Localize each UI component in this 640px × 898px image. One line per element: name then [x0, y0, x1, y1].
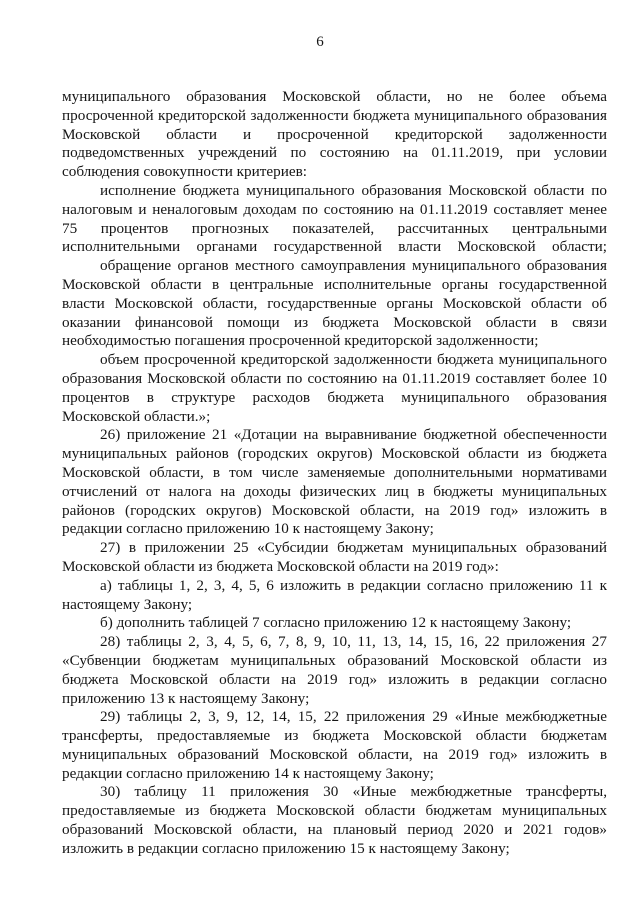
paragraph-criterion-appeal: обращение органов местного самоуправления муниципального образования Московской области в центральные исполнительные органы государственной власти Московской области, государственные органы Московской области об оказании финансовой помощи из бюджета Московской области в связи необходимостью погашения просроченной кредиторской задолженности; — [62, 257, 607, 350]
paragraph-item-27-b: б) дополнить таблицей 7 согласно приложению 12 к настоящему Закону; — [100, 614, 572, 632]
document-body — [62, 88, 607, 859]
paragraph-criterion-budget-execution: исполнение бюджета муниципального образования Московской области по налоговым и неналоговым доходам по состоянию на 01.11.2019 составляет менее 75 процентов прогнозных показателей, рассчитанных центральными исполнительными органами государственной власти Московской области; — [62, 181, 607, 256]
paragraph-criterion-debt-share: объем просроченной кредиторской задолженности бюджета муниципального образования Московской области по состоянию на 01.11.2019 составляет более 10 процентов в структуре расходов бюджета муниципального образования Московской области.»; — [62, 351, 607, 425]
page-number: 6 — [316, 34, 324, 50]
paragraph-item-29: 29) таблицы 2, 3, 9, 12, 14, 15, 22 приложения 29 «Иные межбюджетные трансферты, предоставляемые из бюджета Московской области бюджетам муниципальных образований Московской области, на 2019 год» изложить в редакции согласно приложению 14 к настоящему Закону; — [62, 708, 607, 782]
paragraph-item-27: 27) в приложении 25 «Субсидии бюджетам муниципальных образований Московской области из бюджета Московской области на 2019 год»: — [62, 539, 607, 575]
paragraph-criteria-intro: муниципального образования Московской области, но не более объема просроченной кредиторской задолженности бюджета муниципального образования Московской области и просроченной кредиторской задолженности подведомственных учреждений по состоянию на 01.11.2019, при условии соблюдения совокупности критериев: — [62, 88, 607, 181]
paragraph-item-27-a: а) таблицы 1, 2, 3, 4, 5, 6 изложить в редакции согласно приложению 11 к настоящему Закону; — [62, 576, 607, 613]
paragraph-item-30: 30) таблицу 11 приложения 30 «Иные межбюджетные трансферты, предоставляемые из бюджета Московской области бюджетам муниципальных образований Московской области, на плановый период 2020 и 2021 годов» изложить в редакции согласно приложению 15 к настоящему Закону; — [62, 783, 607, 857]
paragraph-item-26: 26) приложение 21 «Дотации на выравнивание бюджетной обеспеченности муниципальных районов (городских округов) Московской области из бюджета Московской области, в том числе заменяемые дополнительными нормативами отчислений от налога на доходы физических лиц в бюджеты муниципальных районов (городских округов) Московской области, на 2019 год» изложить в редакции согласно приложению 10 к настоящему Закону; — [62, 426, 607, 538]
paragraph-item-28: 28) таблицы 2, 3, 4, 5, 6, 7, 8, 9, 10, 11, 13, 14, 15, 16, 22 приложения 27 «Субвенции бюджетам муниципальных образований Московской области из бюджета Московской области на 2019 год» изложить в редакции согласно приложению 13 к настоящему Закону; — [62, 633, 607, 707]
